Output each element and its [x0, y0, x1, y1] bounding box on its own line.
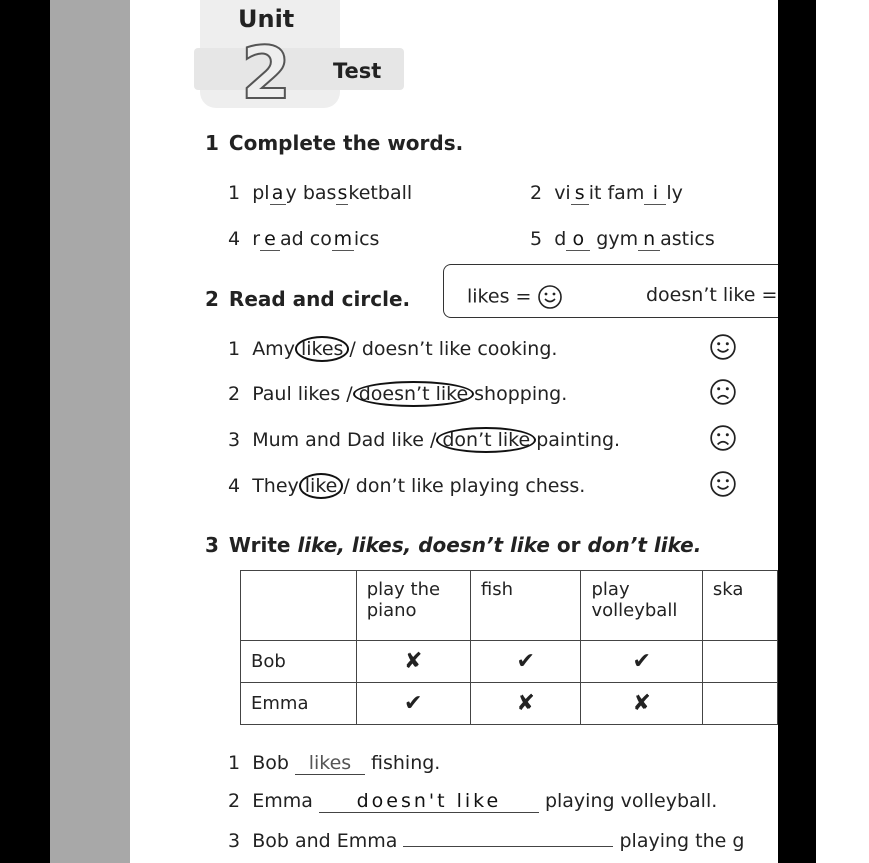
unit-number [236, 36, 296, 106]
section2-heading: 2 Read and circle. [205, 287, 411, 311]
table-row [241, 641, 778, 683]
happy-face-icon [709, 333, 737, 361]
section1-heading: 1 Complete the words. [205, 131, 464, 155]
mark-cell [702, 641, 777, 683]
left-black-bar [0, 0, 18, 863]
row-name: Bob [241, 641, 357, 683]
table-header-empty [241, 571, 357, 641]
table-header-fish: fish [470, 571, 581, 641]
s2-item-1: 1 Amy likes / doesn’t like cooking. [228, 338, 558, 360]
happy-face-icon [537, 284, 563, 310]
mark-cell: ✘ [470, 683, 581, 725]
key-doesnt-like: doesn’t like = [646, 284, 778, 306]
unit-label: Unit [238, 5, 295, 33]
likes-table [240, 570, 778, 725]
gray-strip [50, 0, 130, 863]
section3-heading: 3 Write like, likes, doesn’t like or don’t like. [205, 533, 702, 557]
s1-item-5: 5 d o gym n astics [530, 228, 715, 250]
svg-text:2: 2 [240, 36, 292, 106]
s3-sentence-1: 1 Bob likes fishing. [228, 752, 441, 774]
mark-cell: ✔ [356, 683, 470, 725]
table-header-ska: ska [702, 571, 777, 641]
test-label: Test [333, 59, 382, 83]
s2-item-3: 3 Mum and Dad like / don’t like painting. [228, 429, 621, 451]
mark-cell: ✔ [470, 641, 581, 683]
mark-cell: ✘ [581, 683, 702, 725]
mark-cell [702, 683, 777, 725]
s3-sentence-2: 2 Emma doesn't like playing volleyball. [228, 790, 718, 812]
happy-face-icon [709, 470, 737, 498]
table-header-piano: play the piano [356, 571, 470, 641]
key-likes: likes = [467, 284, 563, 310]
s3-sentence-3: 3 Bob and Emma playing the g [228, 830, 745, 852]
s1-item-1: 1 pl a y bassketball [228, 182, 413, 204]
mark-cell: ✘ [356, 641, 470, 683]
worksheet-page [130, 0, 778, 863]
s1-item-2: 2 vi s it fam i ly [530, 182, 683, 204]
right-white-edge [816, 0, 869, 863]
table-row [241, 683, 778, 725]
s2-item-2: 2 Paul likes / doesn’t like shopping. [228, 383, 568, 405]
row-name: Emma [241, 683, 357, 725]
table-header-volleyball: play volleyball [581, 571, 702, 641]
s1-item-4: 4 r e ad comics [228, 228, 380, 250]
sad-face-icon [709, 424, 737, 452]
sad-face-icon [709, 378, 737, 406]
mark-cell: ✔ [581, 641, 702, 683]
s2-item-4: 4 They like / don’t like playing chess. [228, 475, 586, 497]
